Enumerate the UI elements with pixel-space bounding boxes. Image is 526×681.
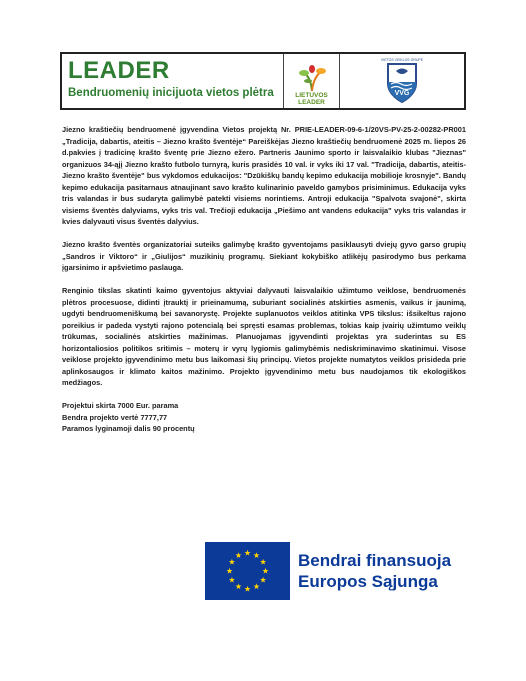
eu-star-icon bbox=[229, 559, 235, 565]
eu-cofunding-line1: Bendrai finansuoja bbox=[298, 551, 452, 570]
eu-star-icon bbox=[226, 568, 232, 574]
shield-icon bbox=[385, 62, 419, 104]
funding-share: Paramos lyginamoji dalis 90 procentų bbox=[62, 424, 195, 433]
paragraph-music: Jiezno krašto šventės organizatoriai suteiks galimybę krašto gyventojams pasiklausyti dviejų gyvo garso grupių „Sandros ir Viktoro“ ir „Giulijos“ muzikinių programų. Siekiant kokybiško atlikėjų pasirodymo bus perkama įgarsinimo ir apšvietimo paslauga. bbox=[62, 240, 466, 272]
leader-subtitle: Bendruomenių inicijuota vietos plėtra bbox=[68, 87, 274, 99]
vvg-logo bbox=[340, 54, 464, 108]
plant-icon bbox=[295, 64, 329, 92]
eu-star-icon bbox=[253, 583, 259, 589]
eu-cofunding-badge bbox=[205, 542, 495, 600]
funding-total-value: Bendra projekto vertė 7777,77 bbox=[62, 412, 168, 422]
eu-star-icon bbox=[262, 568, 268, 574]
funding-amount: Projektui skirta 7000 Eur. parama bbox=[62, 401, 179, 410]
paragraph-intro: Jiezno kraštiečių bendruomenė įgyvendina Vietos projektą Nr. PRIE-LEADER-09-6-1/20VS-PV-25-2-00282-PR001 „Tradicija, dabartis, ateitis – Jiezno krašto šventėje“ Pareiškėjas Jiezno kraštiečių bendruomenė 2025 m. liepos 26 d.pakvies į tradicinę krašto šventę prie Jiezno ežero. Partneris Jaunimo sporto ir laisvalaikio klubas "Jieznas" organizuos 34-ąjį Jiezno krašto futbolo turnyrą, kuris prasidės 10 val. ir vyks iki 17 val. "Tradicija, dabartis, ateitis-Jiezno krašto šventėje" bus vykdomos edukacijos: "Dzūkiškų bandų kepimo edukacija mobilioje krosnyje". Bandų kepimo edukacija pasitarnaus atnaujinant savo krašto kulinarinio paveldo gamybos prisiminimus. Edukacija vyks tris valandas ir bus sudaryta galimybė patekti visiems norintiems. Antroji edukacija "Spalvota svajonė", skirta visiems šventės dalyviams, vyks tris val. Trečioji edukacija „Piešimo ant vandens edukacija" vyks tris valandas ir kvies dalyvauti visus šventės dalyvius. bbox=[62, 125, 466, 226]
leader-title: LEADER bbox=[68, 57, 170, 84]
leader-header-banner bbox=[60, 52, 466, 110]
eu-star-icon bbox=[244, 550, 250, 556]
lietuvos-leader-label: LIETUVOS LEADER bbox=[295, 92, 328, 106]
leader-title-block bbox=[62, 54, 284, 108]
eu-star-icon bbox=[235, 552, 241, 558]
eu-star-icon bbox=[235, 583, 241, 589]
document-body bbox=[62, 124, 466, 435]
eu-flag-icon bbox=[205, 542, 290, 600]
eu-star-icon bbox=[260, 559, 266, 565]
eu-cofunding-text bbox=[298, 550, 451, 592]
eu-star-icon bbox=[253, 552, 259, 558]
paragraph-goals: Renginio tikslas skatinti kaimo gyventojus aktyviai dalyvauti laisvalaikio užimtumo veiklose, bendruomenės plėtros procesuose, didinti įtrauktį ir prieinamumą, suburiant socialinės atskirties asmenis, vaikus ir jaunimą, ugdyti bendruomeniškumą bei savanorystę. Projekte suplanuotos veiklos atitinka VPS tikslus: išsikeltus rajono poreikius ir padeda vystyti rajono potencialą bei spręsti esamas problemas, tokias kaip įvairių užimtumo veiklų trūkumas, socialinės atskirties mažinimas. Planuojamas įgyvendinti projektas yra suderintas su ES horizontaliosios politikos sritimis – moterų ir vyrų lygiomis galimybėmis nediskriminavimo skatinimui. Visose veiklose projekto įgyvendinimo metu bus laikomasi šių principų. Vietos projekte numatytos veiklos prisideda prie aplinkosaugos ir klimato kaitos mažinimo. Projekto įgyvendinimo metu bus naudojamos tik ekologiškos medžiagos. bbox=[62, 286, 466, 387]
svg-text:VVG: VVG bbox=[394, 90, 410, 97]
eu-star-icon bbox=[229, 577, 235, 583]
eu-star-icon bbox=[244, 586, 250, 592]
eu-star-icon bbox=[260, 577, 266, 583]
funding-info bbox=[62, 400, 466, 435]
eu-cofunding-line2: Europos Sąjunga bbox=[298, 572, 438, 591]
vvg-label: VIETOS VEIKLOS GRUPĖ bbox=[380, 58, 424, 62]
lietuvos-leader-logo bbox=[284, 54, 340, 108]
